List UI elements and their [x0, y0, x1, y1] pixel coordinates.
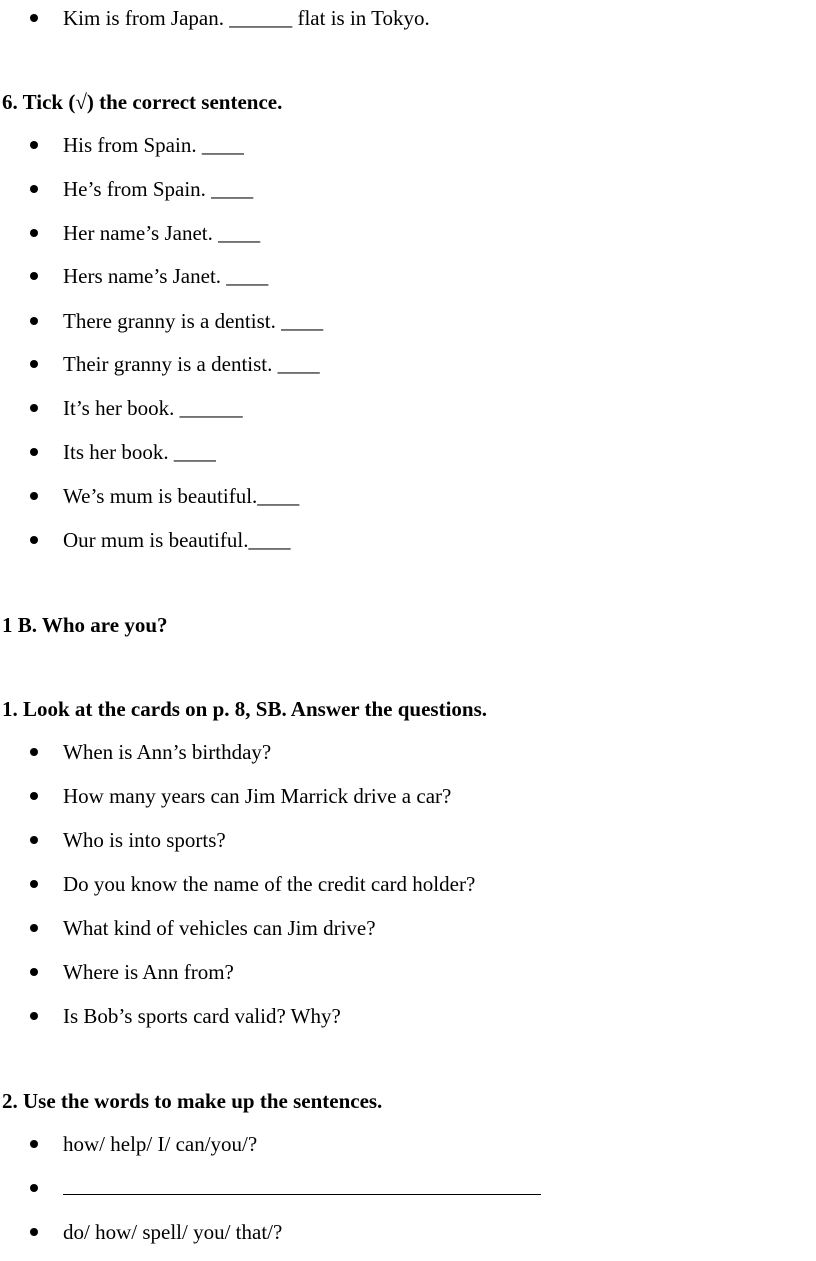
bullet-icon — [30, 1140, 38, 1148]
list-item-text: There granny is a dentist. ____ — [63, 309, 324, 333]
bullet-icon — [30, 748, 38, 756]
section-heading-2: 2. Use the words to make up the sentences. — [2, 1089, 383, 1113]
list-item — [30, 1219, 282, 1245]
list-item — [30, 351, 320, 377]
list-item-text: How many years can Jim Marrick drive a car? — [63, 784, 452, 808]
list-item-text: how/ help/ I/ can/you/? — [63, 1132, 258, 1156]
list-item-text: Its her book. ____ — [63, 440, 216, 464]
list-item — [30, 783, 451, 809]
bullet-icon — [30, 836, 38, 844]
bullet-icon — [30, 185, 38, 193]
bullet-icon — [30, 141, 38, 149]
bullet-icon — [30, 536, 38, 544]
bullet-icon — [30, 924, 38, 932]
list-item-text: His from Spain. ____ — [63, 133, 244, 157]
list-item — [30, 915, 376, 941]
bullet-icon — [30, 492, 38, 500]
list-item — [30, 527, 290, 553]
list-item-text: When is Ann’s birthday? — [63, 740, 272, 764]
list-item — [30, 871, 475, 897]
answer-line[interactable] — [63, 1176, 541, 1195]
unit-heading: 1 B. Who are you? — [2, 613, 168, 637]
list-item-text: He’s from Spain. ____ — [63, 177, 254, 201]
bullet-icon — [30, 1012, 38, 1020]
section-heading-6: 6. Tick (√) the correct sentence. — [2, 90, 283, 114]
list-item — [30, 439, 216, 465]
list-item — [30, 132, 244, 158]
bullet-icon — [30, 14, 38, 22]
list-item — [30, 176, 253, 202]
list-item — [30, 5, 430, 31]
list-item-text: It’s her book. ______ — [63, 396, 243, 420]
bullet-icon — [30, 317, 38, 325]
list-item — [30, 395, 243, 421]
list-item-text: do/ how/ spell/ you/ that/? — [63, 1220, 283, 1244]
bullet-icon — [30, 792, 38, 800]
list-item-text: Who is into sports? — [63, 828, 226, 852]
list-item-text: Our mum is beautiful.____ — [63, 528, 291, 552]
list-item — [30, 739, 271, 765]
list-item-text: What kind of vehicles can Jim drive? — [63, 916, 376, 940]
list-item-text: Is Bob’s sports card valid? Why? — [63, 1004, 341, 1028]
bullet-icon — [30, 404, 38, 412]
bullet-icon — [30, 272, 38, 280]
list-item-text: Her name’s Janet. ____ — [63, 221, 261, 245]
list-item-text: Do you know the name of the credit card holder? — [63, 872, 476, 896]
section-heading-1: 1. Look at the cards on p. 8, SB. Answer the questions. — [2, 697, 488, 721]
list-item — [30, 1131, 257, 1157]
bullet-icon — [30, 880, 38, 888]
bullet-icon — [30, 1228, 38, 1236]
list-item — [30, 827, 226, 853]
list-item — [30, 220, 260, 246]
list-item-text: Hers name’s Janet. ____ — [63, 264, 269, 288]
list-item-text: Their granny is a dentist. ____ — [63, 352, 320, 376]
bullet-icon — [30, 448, 38, 456]
bullet-icon — [30, 360, 38, 368]
list-item — [30, 263, 268, 289]
list-item-text: Kim is from Japan. ______ flat is in Tokyo. — [63, 6, 430, 30]
list-item — [30, 959, 234, 985]
bullet-icon — [30, 1184, 38, 1192]
list-item — [30, 1175, 541, 1201]
list-item-text: We’s mum is beautiful.____ — [63, 484, 300, 508]
list-item — [30, 308, 323, 334]
list-item — [30, 483, 299, 509]
bullet-icon — [30, 229, 38, 237]
list-item — [30, 1003, 341, 1029]
bullet-icon — [30, 968, 38, 976]
list-item-text: Where is Ann from? — [63, 960, 234, 984]
